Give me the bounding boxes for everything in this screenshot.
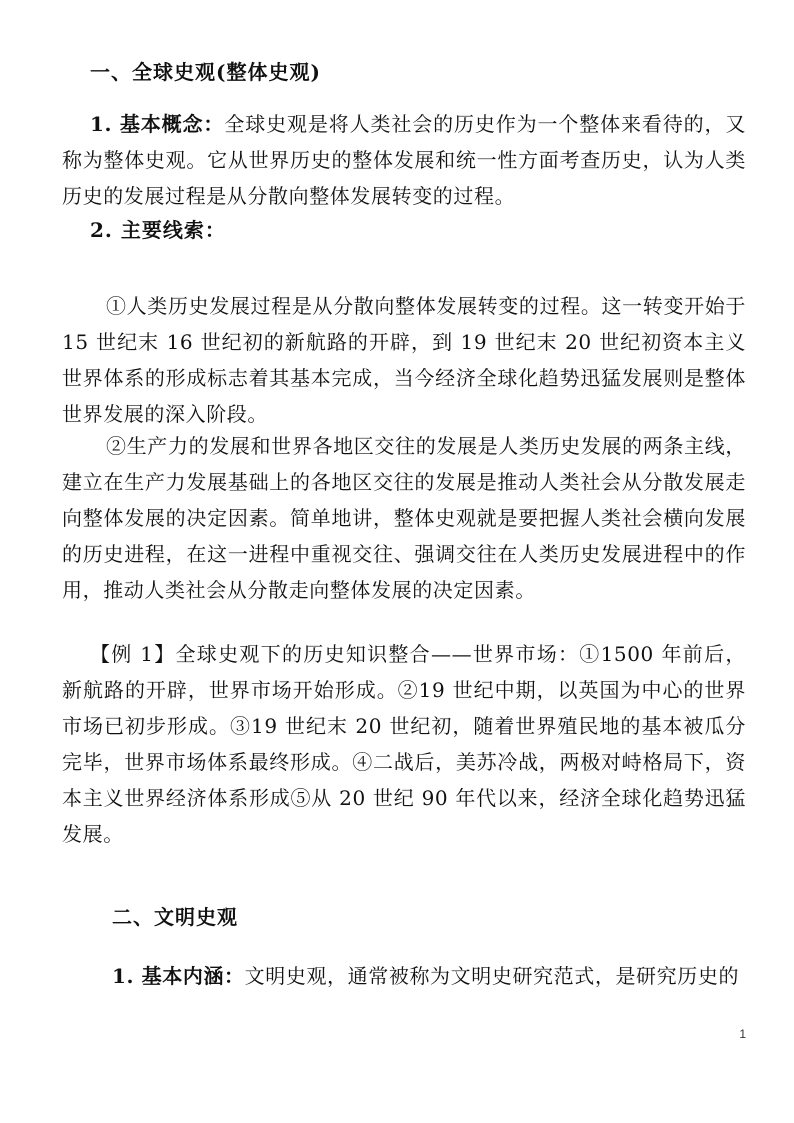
- basic-connotation-paragraph: [62, 958, 794, 994]
- clue-item-1: ①人类历史发展过程是从分散向整体发展转变的过程。这一转变开始于 15 世纪末 16 世纪初的新航路的开辟，到 19 世纪末 20 世纪初资本主义世界体系的形成标志着其基本完成，当今经济全球化趋势迅猛发展则是整体世界发展的深入阶段。: [62, 294, 746, 426]
- main-clues-heading: 2. 主要线索：: [90, 218, 226, 242]
- example-paragraph: 【例 1】全球史观下的历史知识整合——世界市场：①1500 年前后，新航路的开辟，世界市场开始形成。②19 世纪中期，以英国为中心的世界市场已初步形成。③19 世纪末 20 世纪初，随着世界殖民地的基本被瓜分完毕，世界市场体系最终形成。④二战后，美苏冷战，两极对峙格局下，资本主义世界经济体系形成⑤从 20 世纪 90 年代以来，经济全球化趋势迅猛发展。: [62, 642, 746, 846]
- basic-connotation-label: 1. 基本内涵：: [112, 964, 245, 988]
- clue-item-2: ②生产力的发展和世界各地区交往的发展是人类历史发展的两条主线，建立在生产力发展基础上的各地区交往的发展是推动人类社会从分散发展走向整体发展的决定因素。简单地讲，整体史观就是要把握人类社会横向发展的历史进程，在这一进程中重视交往、强调交往在人类历史发展进程中的作用，推动人类社会从分散走向整体发展的决定因素。: [62, 434, 746, 602]
- basic-connotation-text: 文明史观，通常被称为文明史研究范式，是研究历史的: [244, 964, 740, 988]
- basic-concept-label: 1. 基本概念：: [90, 112, 225, 136]
- basic-concept-text: 全球史观是将人类社会的历史作为一个整体来看待的，又称为整体史观。它从世界历史的整体发展和统一性方面考查历史，认为人类历史的发展过程是从分散向整体发展转变的过程。: [62, 112, 746, 208]
- page-number: 1: [739, 1027, 746, 1041]
- basic-concept-paragraph: [62, 106, 746, 214]
- section-heading-civilization-history: 二、文明史观: [112, 905, 238, 929]
- section-heading-global-history: 一、全球史观(整体史观): [90, 60, 321, 84]
